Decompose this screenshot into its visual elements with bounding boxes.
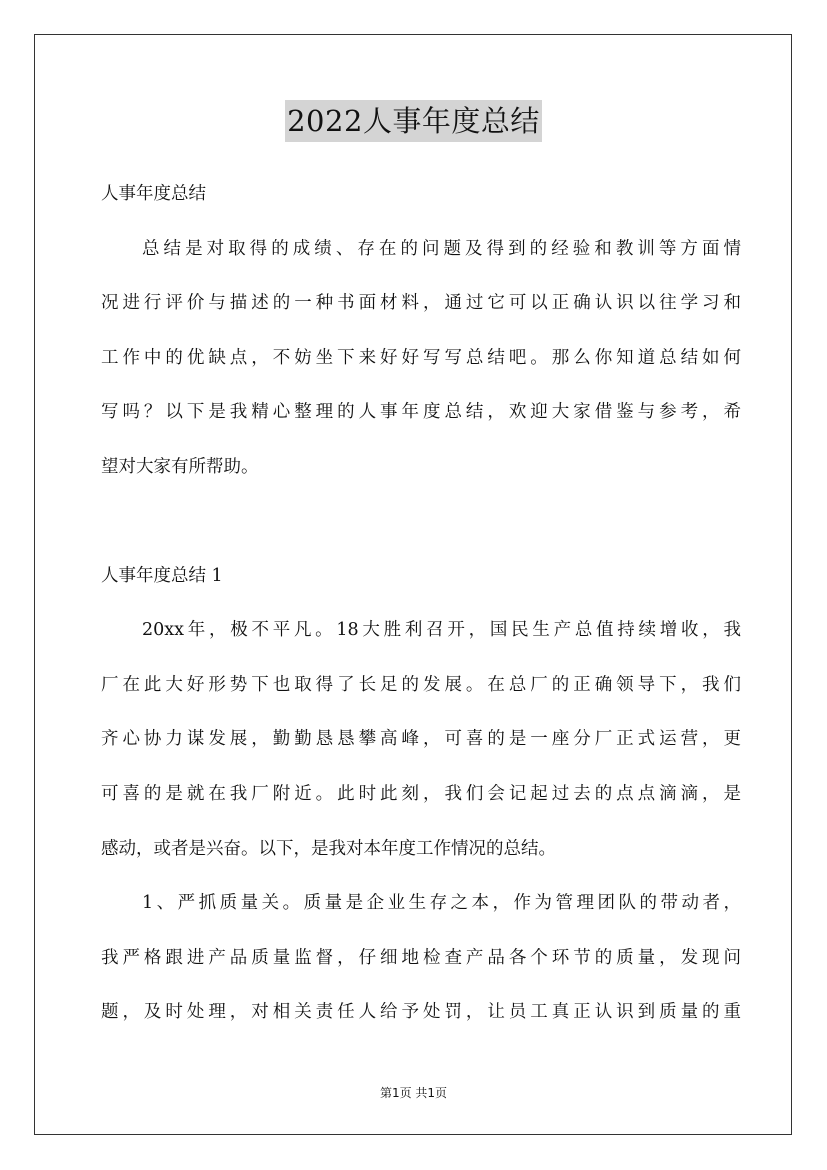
paragraph-line: 写吗？以下是我精心整理的人事年度总结，欢迎大家借鉴与参考，希	[101, 402, 741, 423]
title-container	[0, 100, 827, 142]
paragraph-line: 厂在此大好形势下也取得了长足的发展。在总厂的正确领导下，我们	[101, 674, 741, 695]
paragraph-line: 况进行评价与描述的一种书面材料，通过它可以正确认识以往学习和	[101, 293, 741, 314]
section-heading: 人事年度总结 1	[101, 565, 223, 586]
paragraph-line: 20xx年，极不平凡。18大胜利召开，国民生产总值持续增收，我	[142, 620, 741, 641]
paragraph-line: 感动，或者是兴奋。以下，是我对本年度工作情况的总结。	[101, 838, 556, 859]
page-footer: 第1页 共1页	[379, 1086, 448, 1100]
paragraph-line: 工作中的优缺点，不妨坐下来好好写写总结吧。那么你知道总结如何	[101, 347, 741, 368]
paragraph-line: 望对大家有所帮助。	[101, 456, 259, 477]
paragraph-line: 齐心协力谋发展，勤勤恳恳攀高峰，可喜的是一座分厂正式运营，更	[101, 729, 741, 750]
paragraph-line: 题，及时处理，对相关责任人给予处罚，让员工真正认识到质量的重	[101, 1002, 741, 1023]
document-title: 2022人事年度总结	[285, 100, 542, 142]
paragraph-line: 我严格跟进产品质量监督，仔细地检查产品各个环节的质量，发现问	[101, 947, 741, 968]
paragraph-gap	[101, 500, 741, 554]
paragraph-line: 总结是对取得的成绩、存在的问题及得到的经验和教训等方面情	[142, 238, 741, 259]
paragraph-line: 1、严抓质量关。质量是企业生存之本，作为管理团队的带动者，	[142, 893, 741, 914]
document-body	[101, 172, 741, 1045]
section-heading: 人事年度总结	[101, 184, 206, 204]
paragraph-line: 可喜的是就在我厂附近。此时此刻，我们会记起过去的点点滴滴，是	[101, 783, 741, 804]
